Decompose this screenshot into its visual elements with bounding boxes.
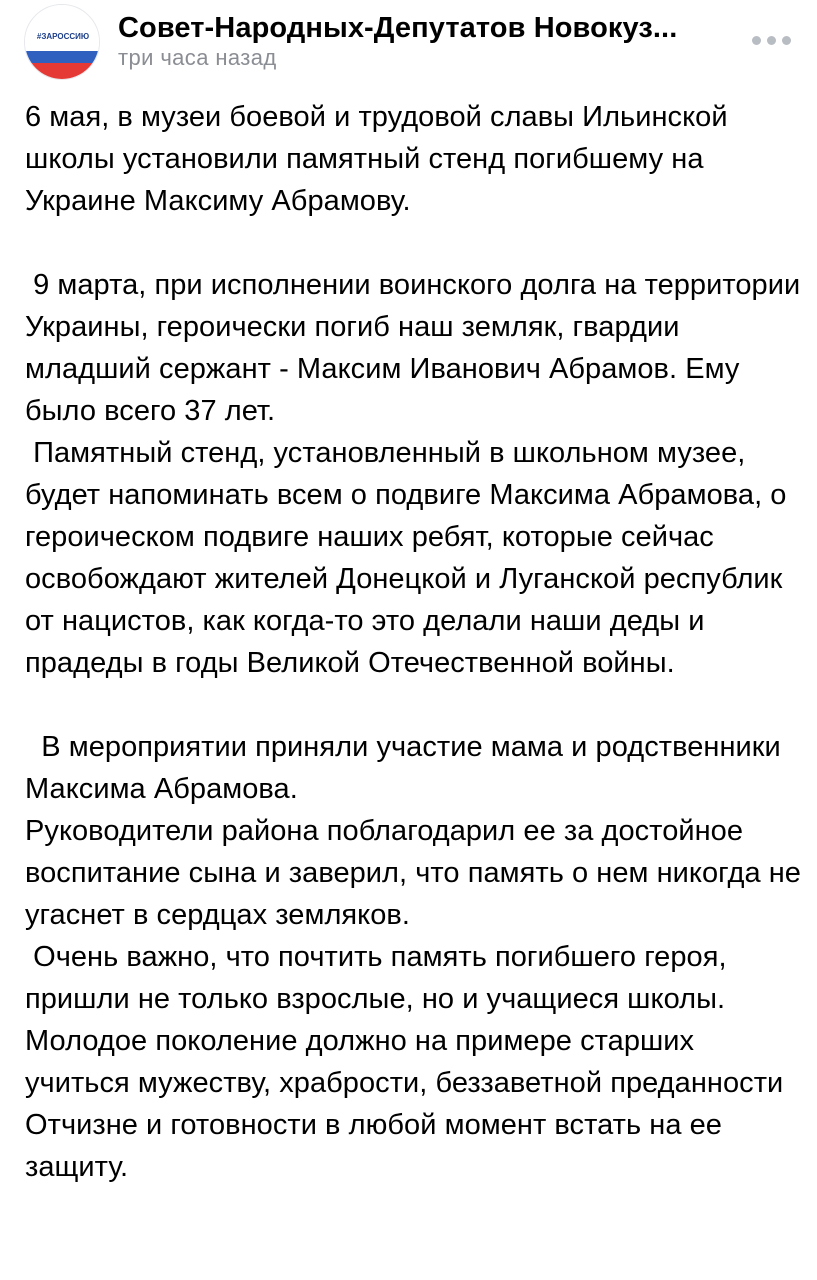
post-paragraph-2: 9 марта, при исполнении воинского долга на территории Украины, героически погиб наш земляк, гвардии младший сержант - Максим Иванович Абрамов. Ему было всего 37 лет. Памятный стенд, установленный в школьном музее, будет напоминать всем о подвиге Максима Абрамова, о героическом подвиге наших ребят, которые сейчас освобождают жителей Донецкой и Луганской республик от нацистов, как когда-то это делали наши деды и прадеды в годы Великой Отечественной войны. [25, 269, 801, 679]
avatar-text: #ЗАРОССИЮ [36, 32, 90, 41]
post-paragraph-3: В мероприятии приняли участие мама и родственники Максима Абрамова. Руководители района поблагодарил ее за достойное воспитание сына и заверил, что память о нем никогда не угаснет в сердцах земляков. Очень важно, что почтить память погибшего героя, пришли не только взрослые, но и учащиеся школы. Молодое поколение должно на примере старших учиться мужеству, храбрости, беззаветной преданности Отчизне и готовности в любой момент встать на ее защиту. [25, 731, 801, 1183]
more-options-button[interactable] [750, 30, 794, 50]
post-header [0, 0, 817, 92]
post-text [25, 96, 805, 1188]
author-avatar[interactable] [24, 4, 100, 80]
author-name[interactable]: Совет-Народных-Депутатов Новокуз... [118, 12, 678, 44]
more-horizontal-icon [767, 36, 776, 45]
more-horizontal-icon [752, 36, 761, 45]
paragraph-gap [25, 222, 805, 264]
more-horizontal-icon [782, 36, 791, 45]
russia-flag-avatar-icon [25, 5, 100, 80]
paragraph-gap [25, 684, 805, 726]
post-paragraph-1: 6 мая, в музеи боевой и трудовой славы Ильинской школы установили памятный стенд погибшему на Украине Максиму Абрамову. [25, 101, 736, 217]
post-time[interactable]: три часа назад [118, 45, 277, 70]
